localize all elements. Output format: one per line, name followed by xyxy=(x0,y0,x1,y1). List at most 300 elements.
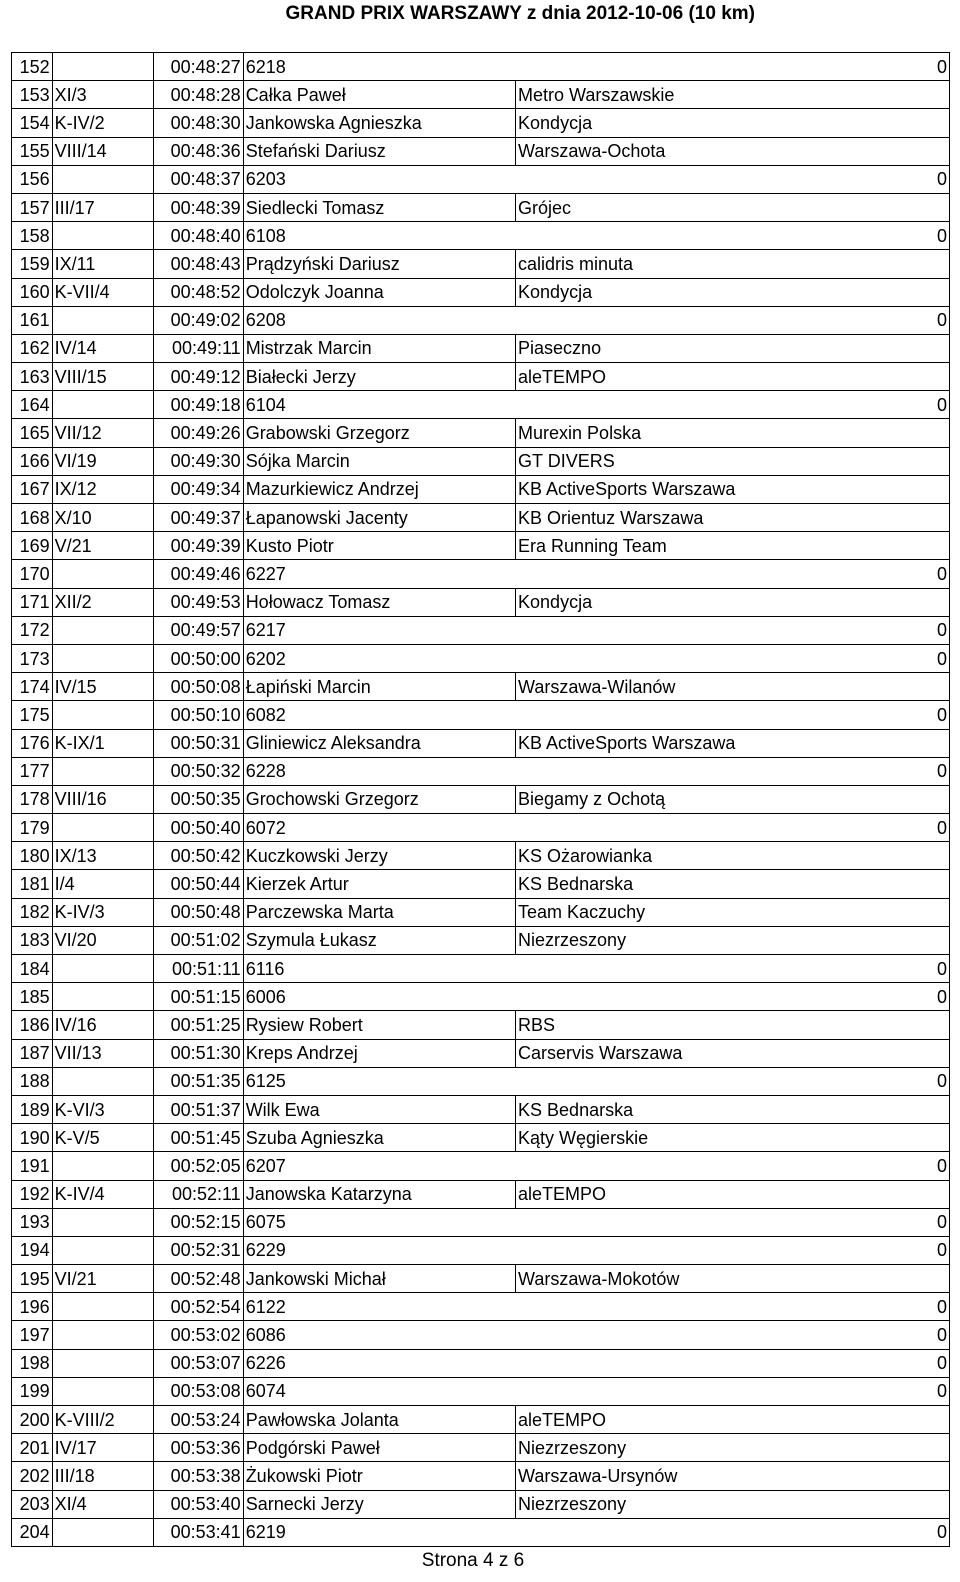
category-cell: I/4 xyxy=(52,870,154,898)
extra-cell: 0 xyxy=(860,560,949,588)
category-cell: IX/12 xyxy=(52,475,154,503)
time-cell: 00:49:02 xyxy=(154,306,243,334)
time-cell: 00:51:25 xyxy=(154,1011,243,1039)
name-cell: Sójka Marcin xyxy=(243,447,515,475)
time-cell: 00:50:08 xyxy=(154,673,243,701)
time-cell: 00:53:24 xyxy=(154,1406,243,1434)
table-row xyxy=(12,1265,950,1293)
time-cell: 00:49:57 xyxy=(154,616,243,644)
club-cell xyxy=(516,701,861,729)
category-cell: K-VII/4 xyxy=(52,278,154,306)
time-cell: 00:50:48 xyxy=(154,898,243,926)
name-cell: Siedlecki Tomasz xyxy=(243,193,515,221)
club-cell xyxy=(516,1293,861,1321)
time-cell: 00:50:35 xyxy=(154,785,243,813)
time-cell: 00:50:44 xyxy=(154,870,243,898)
table-row xyxy=(12,814,950,842)
club-cell: GT DIVERS xyxy=(516,447,861,475)
category-cell: K-IV/4 xyxy=(52,1180,154,1208)
name-cell: Szuba Agnieszka xyxy=(243,1124,515,1152)
table-row xyxy=(12,1377,950,1405)
place-cell: 198 xyxy=(12,1349,53,1377)
extra-cell xyxy=(860,588,949,616)
club-cell xyxy=(516,1067,861,1095)
table-row xyxy=(12,165,950,193)
extra-cell xyxy=(860,278,949,306)
time-cell: 00:49:39 xyxy=(154,532,243,560)
time-cell: 00:49:46 xyxy=(154,560,243,588)
club-cell: aleTEMPO xyxy=(516,363,861,391)
name-cell: Odolczyk Joanna xyxy=(243,278,515,306)
table-row xyxy=(12,419,950,447)
extra-cell: 0 xyxy=(860,1236,949,1264)
extra-cell: 0 xyxy=(860,391,949,419)
table-row xyxy=(12,1518,950,1546)
table-row xyxy=(12,193,950,221)
name-cell: Sarnecki Jerzy xyxy=(243,1490,515,1518)
place-cell: 160 xyxy=(12,278,53,306)
extra-cell xyxy=(860,447,949,475)
name-cell: 6072 xyxy=(243,814,515,842)
category-cell: XI/4 xyxy=(52,1490,154,1518)
place-cell: 184 xyxy=(12,955,53,983)
place-cell: 180 xyxy=(12,842,53,870)
table-row xyxy=(12,1152,950,1180)
club-cell: Kąty Węgierskie xyxy=(516,1124,861,1152)
name-cell: 6202 xyxy=(243,644,515,672)
table-row xyxy=(12,1462,950,1490)
category-cell xyxy=(52,757,154,785)
extra-cell: 0 xyxy=(860,222,949,250)
place-cell: 187 xyxy=(12,1039,53,1067)
club-cell xyxy=(516,955,861,983)
category-cell xyxy=(52,1321,154,1349)
place-cell: 175 xyxy=(12,701,53,729)
category-cell: VI/20 xyxy=(52,926,154,954)
table-row xyxy=(12,701,950,729)
club-cell: Kondycja xyxy=(516,588,861,616)
time-cell: 00:48:36 xyxy=(154,137,243,165)
extra-cell: 0 xyxy=(860,1152,949,1180)
category-cell xyxy=(52,955,154,983)
place-cell: 166 xyxy=(12,447,53,475)
time-cell: 00:50:00 xyxy=(154,644,243,672)
name-cell: Grabowski Grzegorz xyxy=(243,419,515,447)
place-cell: 183 xyxy=(12,926,53,954)
time-cell: 00:53:36 xyxy=(154,1434,243,1462)
table-row xyxy=(12,1406,950,1434)
extra-cell xyxy=(860,137,949,165)
time-cell: 00:49:18 xyxy=(154,391,243,419)
club-cell: Niezrzeszony xyxy=(516,1490,861,1518)
category-cell: V/21 xyxy=(52,532,154,560)
extra-cell xyxy=(860,334,949,362)
extra-cell: 0 xyxy=(860,1321,949,1349)
place-cell: 153 xyxy=(12,81,53,109)
club-cell xyxy=(516,560,861,588)
time-cell: 00:48:37 xyxy=(154,165,243,193)
category-cell: VI/19 xyxy=(52,447,154,475)
category-cell: VI/21 xyxy=(52,1265,154,1293)
table-row xyxy=(12,1208,950,1236)
table-row xyxy=(12,955,950,983)
club-cell: aleTEMPO xyxy=(516,1180,861,1208)
table-row xyxy=(12,1039,950,1067)
place-cell: 157 xyxy=(12,193,53,221)
category-cell xyxy=(52,1067,154,1095)
time-cell: 00:52:11 xyxy=(154,1180,243,1208)
place-cell: 190 xyxy=(12,1124,53,1152)
extra-cell xyxy=(860,729,949,757)
time-cell: 00:51:37 xyxy=(154,1095,243,1123)
place-cell: 172 xyxy=(12,616,53,644)
extra-cell xyxy=(860,1180,949,1208)
category-cell xyxy=(52,560,154,588)
category-cell: IV/16 xyxy=(52,1011,154,1039)
time-cell: 00:53:41 xyxy=(154,1518,243,1546)
name-cell: Kierzek Artur xyxy=(243,870,515,898)
place-cell: 203 xyxy=(12,1490,53,1518)
table-row xyxy=(12,475,950,503)
time-cell: 00:49:34 xyxy=(154,475,243,503)
place-cell: 156 xyxy=(12,165,53,193)
table-row xyxy=(12,1236,950,1264)
place-cell: 177 xyxy=(12,757,53,785)
place-cell: 174 xyxy=(12,673,53,701)
club-cell: Niezrzeszony xyxy=(516,1434,861,1462)
category-cell: III/18 xyxy=(52,1462,154,1490)
place-cell: 197 xyxy=(12,1321,53,1349)
time-cell: 00:53:40 xyxy=(154,1490,243,1518)
name-cell: 6226 xyxy=(243,1349,515,1377)
category-cell xyxy=(52,701,154,729)
category-cell xyxy=(52,1152,154,1180)
name-cell: 6227 xyxy=(243,560,515,588)
club-cell: Niezrzeszony xyxy=(516,926,861,954)
name-cell: Mazurkiewicz Andrzej xyxy=(243,475,515,503)
name-cell: 6116 xyxy=(243,955,515,983)
club-cell: Murexin Polska xyxy=(516,419,861,447)
time-cell: 00:48:28 xyxy=(154,81,243,109)
time-cell: 00:51:11 xyxy=(154,955,243,983)
time-cell: 00:50:32 xyxy=(154,757,243,785)
extra-cell xyxy=(860,193,949,221)
place-cell: 168 xyxy=(12,504,53,532)
table-row xyxy=(12,729,950,757)
club-cell: Grójec xyxy=(516,193,861,221)
time-cell: 00:53:02 xyxy=(154,1321,243,1349)
extra-cell: 0 xyxy=(860,306,949,334)
club-cell: Kondycja xyxy=(516,278,861,306)
category-cell xyxy=(52,1349,154,1377)
name-cell: Hołowacz Tomasz xyxy=(243,588,515,616)
time-cell: 00:48:30 xyxy=(154,109,243,137)
time-cell: 00:48:52 xyxy=(154,278,243,306)
category-cell xyxy=(52,1518,154,1546)
extra-cell: 0 xyxy=(860,53,949,81)
name-cell: Rysiew Robert xyxy=(243,1011,515,1039)
category-cell: K-IX/1 xyxy=(52,729,154,757)
place-cell: 196 xyxy=(12,1293,53,1321)
table-row xyxy=(12,334,950,362)
club-cell: Warszawa-Mokotów xyxy=(516,1265,861,1293)
category-cell xyxy=(52,1377,154,1405)
club-cell xyxy=(516,1208,861,1236)
place-cell: 201 xyxy=(12,1434,53,1462)
place-cell: 158 xyxy=(12,222,53,250)
place-cell: 195 xyxy=(12,1265,53,1293)
name-cell: 6207 xyxy=(243,1152,515,1180)
extra-cell xyxy=(860,1406,949,1434)
table-row xyxy=(12,306,950,334)
extra-cell: 0 xyxy=(860,814,949,842)
name-cell: Kreps Andrzej xyxy=(243,1039,515,1067)
extra-cell xyxy=(860,1124,949,1152)
table-row xyxy=(12,673,950,701)
name-cell: Łapanowski Jacenty xyxy=(243,504,515,532)
name-cell: Wilk Ewa xyxy=(243,1095,515,1123)
club-cell xyxy=(516,983,861,1011)
place-cell: 191 xyxy=(12,1152,53,1180)
time-cell: 00:52:48 xyxy=(154,1265,243,1293)
club-cell: KS Bednarska xyxy=(516,1095,861,1123)
table-row xyxy=(12,504,950,532)
club-cell xyxy=(516,1349,861,1377)
category-cell xyxy=(52,814,154,842)
club-cell xyxy=(516,1321,861,1349)
place-cell: 202 xyxy=(12,1462,53,1490)
time-cell: 00:49:26 xyxy=(154,419,243,447)
time-cell: 00:51:35 xyxy=(154,1067,243,1095)
place-cell: 161 xyxy=(12,306,53,334)
results-table xyxy=(11,52,950,1547)
name-cell: Szymula Łukasz xyxy=(243,926,515,954)
category-cell: VIII/15 xyxy=(52,363,154,391)
table-row xyxy=(12,1124,950,1152)
extra-cell: 0 xyxy=(860,165,949,193)
place-cell: 164 xyxy=(12,391,53,419)
name-cell: 6228 xyxy=(243,757,515,785)
table-row xyxy=(12,363,950,391)
club-cell xyxy=(516,1236,861,1264)
table-row xyxy=(12,757,950,785)
category-cell: K-IV/3 xyxy=(52,898,154,926)
name-cell: 6075 xyxy=(243,1208,515,1236)
place-cell: 179 xyxy=(12,814,53,842)
category-cell xyxy=(52,644,154,672)
time-cell: 00:48:43 xyxy=(154,250,243,278)
extra-cell: 0 xyxy=(860,1349,949,1377)
time-cell: 00:50:10 xyxy=(154,701,243,729)
time-cell: 00:49:53 xyxy=(154,588,243,616)
table-row xyxy=(12,391,950,419)
name-cell: 6006 xyxy=(243,983,515,1011)
name-cell: Jankowska Agnieszka xyxy=(243,109,515,137)
club-cell: Piaseczno xyxy=(516,334,861,362)
club-cell xyxy=(516,1377,861,1405)
place-cell: 181 xyxy=(12,870,53,898)
name-cell: 6086 xyxy=(243,1321,515,1349)
table-row xyxy=(12,644,950,672)
extra-cell xyxy=(860,1265,949,1293)
category-cell: VIII/16 xyxy=(52,785,154,813)
category-cell: IV/17 xyxy=(52,1434,154,1462)
club-cell: calidris minuta xyxy=(516,250,861,278)
table-row xyxy=(12,1490,950,1518)
club-cell xyxy=(516,306,861,334)
name-cell: Janowska Katarzyna xyxy=(243,1180,515,1208)
club-cell: Team Kaczuchy xyxy=(516,898,861,926)
club-cell: Warszawa-Ochota xyxy=(516,137,861,165)
club-cell xyxy=(516,222,861,250)
club-cell: aleTEMPO xyxy=(516,1406,861,1434)
club-cell xyxy=(516,616,861,644)
name-cell: Podgórski Paweł xyxy=(243,1434,515,1462)
name-cell: 6217 xyxy=(243,616,515,644)
extra-cell xyxy=(860,1434,949,1462)
place-cell: 188 xyxy=(12,1067,53,1095)
place-cell: 167 xyxy=(12,475,53,503)
time-cell: 00:52:31 xyxy=(154,1236,243,1264)
time-cell: 00:53:38 xyxy=(154,1462,243,1490)
name-cell: Mistrzak Marcin xyxy=(243,334,515,362)
extra-cell xyxy=(860,842,949,870)
time-cell: 00:48:39 xyxy=(154,193,243,221)
table-row xyxy=(12,278,950,306)
table-row xyxy=(12,1180,950,1208)
name-cell: Żukowski Piotr xyxy=(243,1462,515,1490)
extra-cell: 0 xyxy=(860,955,949,983)
results-body xyxy=(12,53,950,1547)
club-cell xyxy=(516,644,861,672)
place-cell: 192 xyxy=(12,1180,53,1208)
name-cell: Kusto Piotr xyxy=(243,532,515,560)
extra-cell xyxy=(860,870,949,898)
name-cell: Parczewska Marta xyxy=(243,898,515,926)
club-cell: Warszawa-Wilanów xyxy=(516,673,861,701)
table-row xyxy=(12,109,950,137)
time-cell: 00:49:30 xyxy=(154,447,243,475)
extra-cell: 0 xyxy=(860,1518,949,1546)
category-cell: K-VI/3 xyxy=(52,1095,154,1123)
name-cell: 6122 xyxy=(243,1293,515,1321)
extra-cell xyxy=(860,250,949,278)
place-cell: 162 xyxy=(12,334,53,362)
category-cell: IV/14 xyxy=(52,334,154,362)
club-cell: Warszawa-Ursynów xyxy=(516,1462,861,1490)
category-cell: K-VIII/2 xyxy=(52,1406,154,1434)
place-cell: 152 xyxy=(12,53,53,81)
extra-cell xyxy=(860,1462,949,1490)
time-cell: 00:48:27 xyxy=(154,53,243,81)
club-cell: Carservis Warszawa xyxy=(516,1039,861,1067)
club-cell: Kondycja xyxy=(516,109,861,137)
place-cell: 199 xyxy=(12,1377,53,1405)
category-cell xyxy=(52,1208,154,1236)
time-cell: 00:49:37 xyxy=(154,504,243,532)
name-cell: 6218 xyxy=(243,53,515,81)
club-cell: KB Orientuz Warszawa xyxy=(516,504,861,532)
place-cell: 170 xyxy=(12,560,53,588)
extra-cell xyxy=(860,785,949,813)
name-cell: Gliniewicz Aleksandra xyxy=(243,729,515,757)
club-cell xyxy=(516,757,861,785)
extra-cell: 0 xyxy=(860,1208,949,1236)
time-cell: 00:50:42 xyxy=(154,842,243,870)
name-cell: 6104 xyxy=(243,391,515,419)
category-cell xyxy=(52,165,154,193)
place-cell: 165 xyxy=(12,419,53,447)
place-cell: 178 xyxy=(12,785,53,813)
club-cell: KS Ożarowianka xyxy=(516,842,861,870)
name-cell: Całka Paweł xyxy=(243,81,515,109)
table-row xyxy=(12,1293,950,1321)
extra-cell xyxy=(860,81,949,109)
name-cell: Kuczkowski Jerzy xyxy=(243,842,515,870)
time-cell: 00:52:05 xyxy=(154,1152,243,1180)
place-cell: 173 xyxy=(12,644,53,672)
name-cell: 6208 xyxy=(243,306,515,334)
place-cell: 194 xyxy=(12,1236,53,1264)
name-cell: 6108 xyxy=(243,222,515,250)
club-cell xyxy=(516,814,861,842)
name-cell: Pawłowska Jolanta xyxy=(243,1406,515,1434)
table-row xyxy=(12,1067,950,1095)
place-cell: 159 xyxy=(12,250,53,278)
table-row xyxy=(12,1434,950,1462)
time-cell: 00:51:45 xyxy=(154,1124,243,1152)
extra-cell xyxy=(860,475,949,503)
table-row xyxy=(12,250,950,278)
category-cell: III/17 xyxy=(52,193,154,221)
table-row xyxy=(12,1011,950,1039)
time-cell: 00:50:40 xyxy=(154,814,243,842)
place-cell: 155 xyxy=(12,137,53,165)
extra-cell: 0 xyxy=(860,1067,949,1095)
place-cell: 200 xyxy=(12,1406,53,1434)
place-cell: 189 xyxy=(12,1095,53,1123)
club-cell: Metro Warszawskie xyxy=(516,81,861,109)
table-row xyxy=(12,588,950,616)
table-row xyxy=(12,532,950,560)
club-cell: KB ActiveSports Warszawa xyxy=(516,475,861,503)
category-cell xyxy=(52,1293,154,1321)
page-number xyxy=(0,1549,960,1573)
extra-cell xyxy=(860,1095,949,1123)
name-cell: 6074 xyxy=(243,1377,515,1405)
table-row xyxy=(12,785,950,813)
place-cell: 182 xyxy=(12,898,53,926)
club-cell xyxy=(516,53,861,81)
name-cell: 6125 xyxy=(243,1067,515,1095)
name-cell: 6219 xyxy=(243,1518,515,1546)
table-row xyxy=(12,842,950,870)
table-row xyxy=(12,1095,950,1123)
place-cell: 193 xyxy=(12,1208,53,1236)
extra-cell xyxy=(860,363,949,391)
table-row xyxy=(12,53,950,81)
extra-cell xyxy=(860,419,949,447)
table-row xyxy=(12,898,950,926)
category-cell xyxy=(52,53,154,81)
name-cell: Białecki Jerzy xyxy=(243,363,515,391)
category-cell: VIII/14 xyxy=(52,137,154,165)
time-cell: 00:50:31 xyxy=(154,729,243,757)
extra-cell: 0 xyxy=(860,757,949,785)
place-cell: 186 xyxy=(12,1011,53,1039)
time-cell: 00:51:02 xyxy=(154,926,243,954)
category-cell: IX/13 xyxy=(52,842,154,870)
